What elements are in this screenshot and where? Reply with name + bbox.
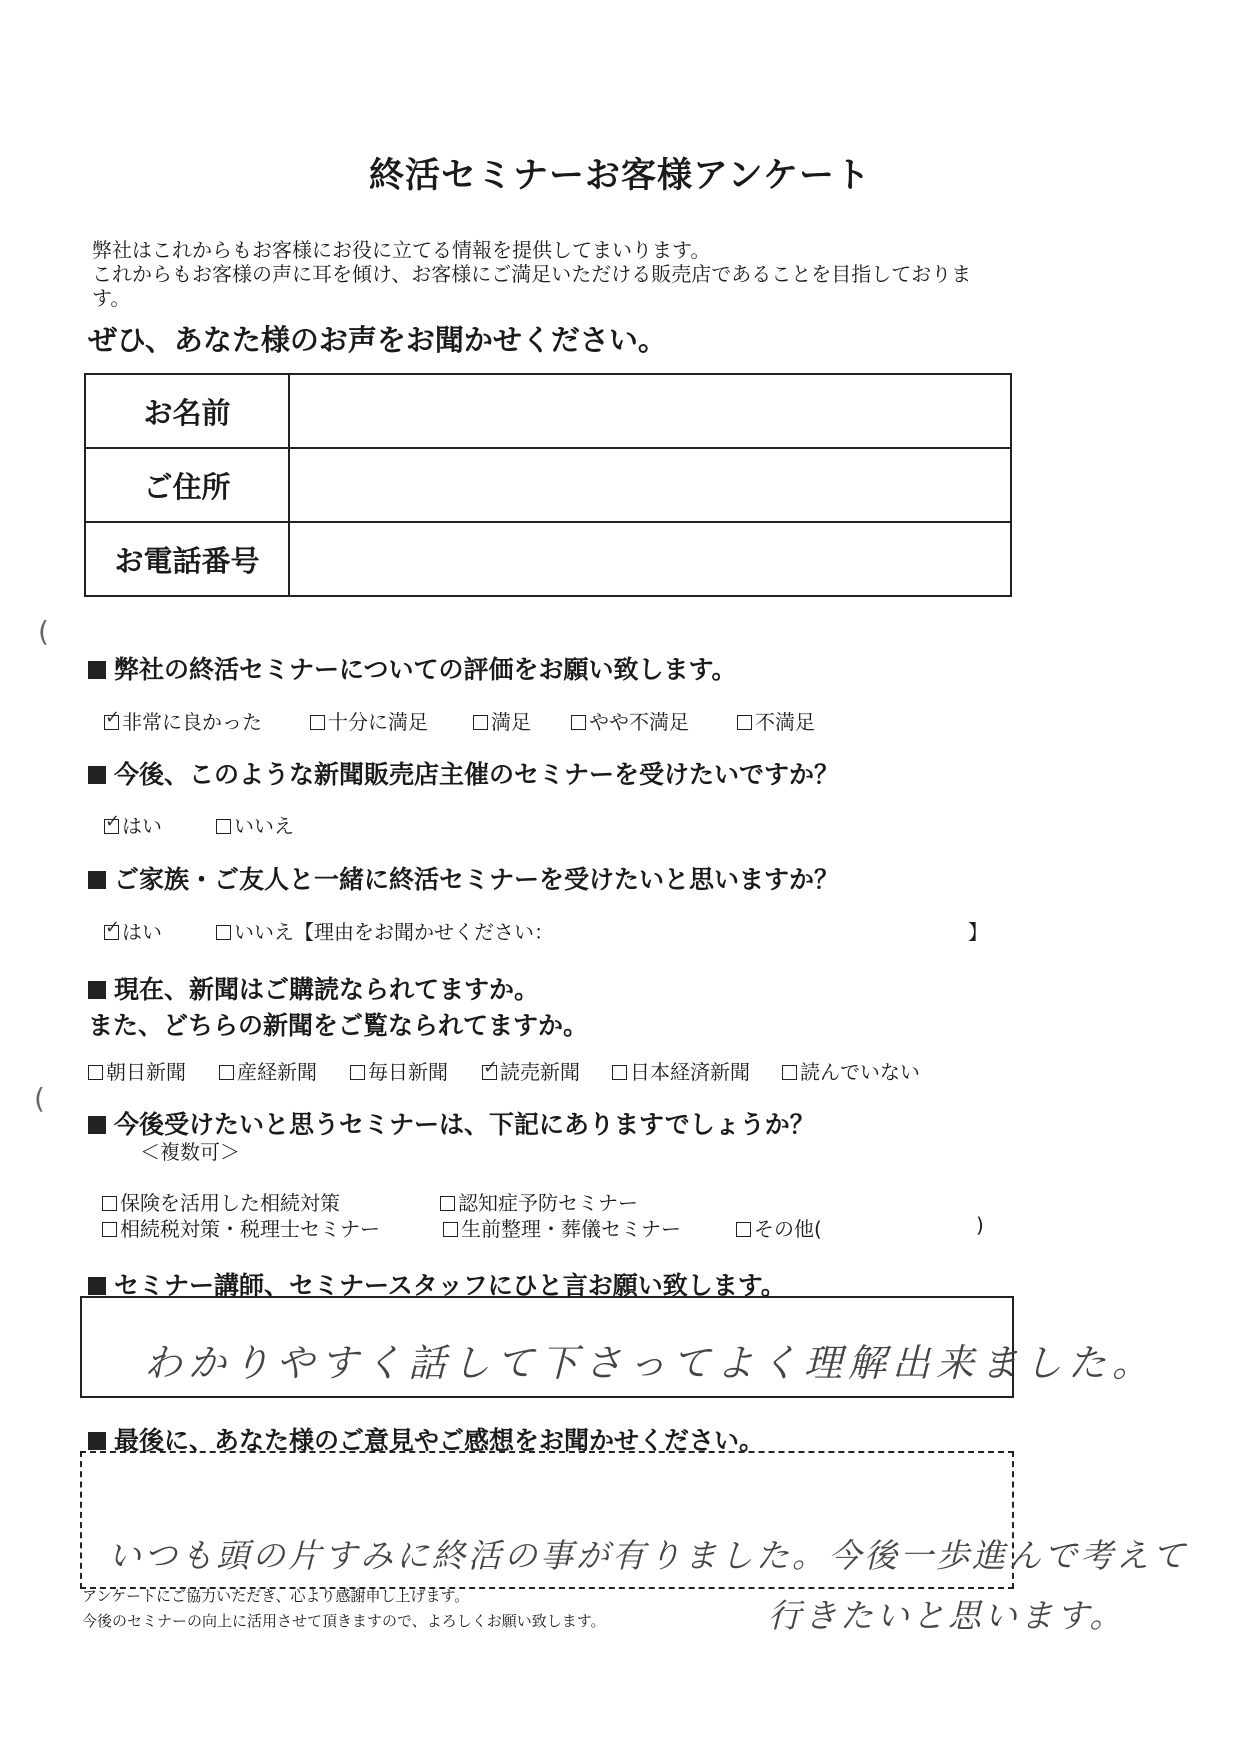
scan-mark: ( [34,1082,45,1115]
contact-info-table [84,373,1012,597]
q2-option-0[interactable]: ✓はい [104,810,162,839]
bullet-square-icon [88,661,106,679]
staff-comment-box[interactable] [80,1296,1157,1398]
opinion-answer-line-1: いつも頭の片すみに終活の事が有りました。今後一歩進んで考えて [108,1536,1188,1575]
question-1-text: 弊社の終活セミナーについての評価をお願い致します。 [114,655,737,684]
question-1 [88,650,737,686]
q5-other-close: ) [976,1213,984,1237]
q4-option-4[interactable]: 日本経済新聞 [612,1056,750,1085]
intro-line-2: これからもお客様の声に耳を傾け、お客様にご満足いただける販売店であることを目指しておりま [92,262,972,286]
q3-close-bracket: 】 [968,920,988,944]
question-6-text: セミナー講師、セミナースタッフにひと言お願い致します。 [114,1271,786,1300]
q5-option-4[interactable]: その他( [736,1213,822,1242]
checkbox-icon[interactable] [473,715,488,730]
question-3 [88,860,839,896]
opinion-answer-line-2: 行きたいと思います。 [768,1596,1126,1635]
q4-option-3[interactable]: ✓ 読売新聞 [482,1056,580,1085]
checkbox-icon[interactable] [782,1065,797,1080]
checkbox-checked-icon[interactable] [104,819,119,834]
bullet-square-icon [88,871,106,889]
checkbox-checked-icon[interactable] [104,925,119,940]
name-field[interactable] [289,374,1011,448]
bullet-square-icon [88,1432,106,1450]
question-3-text: ご家族・ご友人と一緒に終活セミナーを受けたいと思いますか？ [114,865,840,894]
intro-lead: ぜひ、あなた様のお声をお聞かせください。 [88,323,667,357]
q2-option-1[interactable]: いいえ [216,810,294,839]
question-4-text-1: 現在、新聞はご購読なられてますか。 [114,975,540,1004]
question-2 [88,755,839,791]
staff-comment-answer: わかりやすく話して下さってよく理解出来ました。 [144,1341,1157,1385]
checkbox-icon[interactable] [443,1222,458,1237]
intro-line-3: す。 [92,286,131,310]
checkbox-icon[interactable] [216,819,231,834]
q4-option-5[interactable]: 読んでいない [782,1056,920,1085]
name-label: お名前 [85,374,289,448]
checkbox-icon[interactable] [102,1196,117,1211]
footer-line-2: 今後のセミナーの向上に活用させて頂きますので、よろしくお願い致します。 [82,1612,606,1630]
checkbox-icon[interactable] [216,925,231,940]
q3-option-0[interactable]: ✓はい [104,916,162,945]
q5-option-1[interactable]: 認知症予防セミナー [440,1187,638,1216]
checkbox-icon[interactable] [736,1222,751,1237]
checkbox-icon[interactable] [571,715,586,730]
checkbox-icon[interactable] [88,1065,103,1080]
question-5-note: ＜複数可＞ [140,1140,240,1164]
bullet-square-icon [88,766,106,784]
bullet-square-icon [88,981,106,999]
q1-option-0[interactable]: ✓非常に良かった [104,706,262,735]
q1-option-2[interactable]: 満足 [473,706,531,735]
q1-option-1[interactable]: 十分に満足 [310,706,428,735]
address-field[interactable] [289,448,1011,522]
checkbox-icon[interactable] [737,715,752,730]
scan-mark: ( [38,615,49,648]
intro-line-1: 弊社はこれからもお客様にお役に立てる情報を提供してまいります。 [92,238,711,262]
checkbox-checked-icon[interactable] [104,715,119,730]
q5-option-2[interactable]: 相続税対策・税理士セミナー [102,1213,380,1242]
q4-option-1[interactable]: 産経新聞 [219,1056,317,1085]
address-label: ご住所 [85,448,289,522]
question-4-line-2: また、どちらの新聞をご覧なられてますか。 [88,1011,589,1040]
checkbox-checked-icon[interactable] [482,1065,497,1080]
question-5-text: 今後受けたいと思うセミナーは、下記にありますでしょうか？ [114,1110,815,1139]
footer-line-1: アンケートにご協力いただき、心より感謝申し上げます。 [82,1587,470,1605]
q1-option-4[interactable]: 不満足 [737,706,815,735]
q3-option-1[interactable]: いいえ【理由をお聞かせください： [216,916,554,945]
checkbox-icon[interactable] [350,1065,365,1080]
q5-option-0[interactable]: 保険を活用した相続対策 [102,1187,340,1216]
q4-option-0[interactable]: 朝日新聞 [88,1056,186,1085]
bullet-square-icon [88,1116,106,1134]
checkbox-icon[interactable] [102,1222,117,1237]
checkbox-icon[interactable] [612,1065,627,1080]
page-title: 終活セミナーお客様アンケート [369,156,871,196]
question-4 [88,970,539,1006]
q1-option-3[interactable]: やや不満足 [571,706,689,735]
question-7-text: 最後に、あなた様のご意見やご感想をお聞かせください。 [114,1426,765,1455]
bullet-square-icon [88,1277,106,1295]
checkbox-icon[interactable] [219,1065,234,1080]
checkbox-icon[interactable] [440,1196,455,1211]
checkbox-icon[interactable] [310,715,325,730]
phone-label: お電話番号 [85,522,289,596]
question-2-text: 今後、このような新聞販売店主催のセミナーを受けたいですか？ [114,760,840,789]
q5-option-3[interactable]: 生前整理・葬儀セミナー [443,1213,681,1242]
q4-option-2[interactable]: 毎日新聞 [350,1056,448,1085]
phone-field[interactable] [289,522,1011,596]
